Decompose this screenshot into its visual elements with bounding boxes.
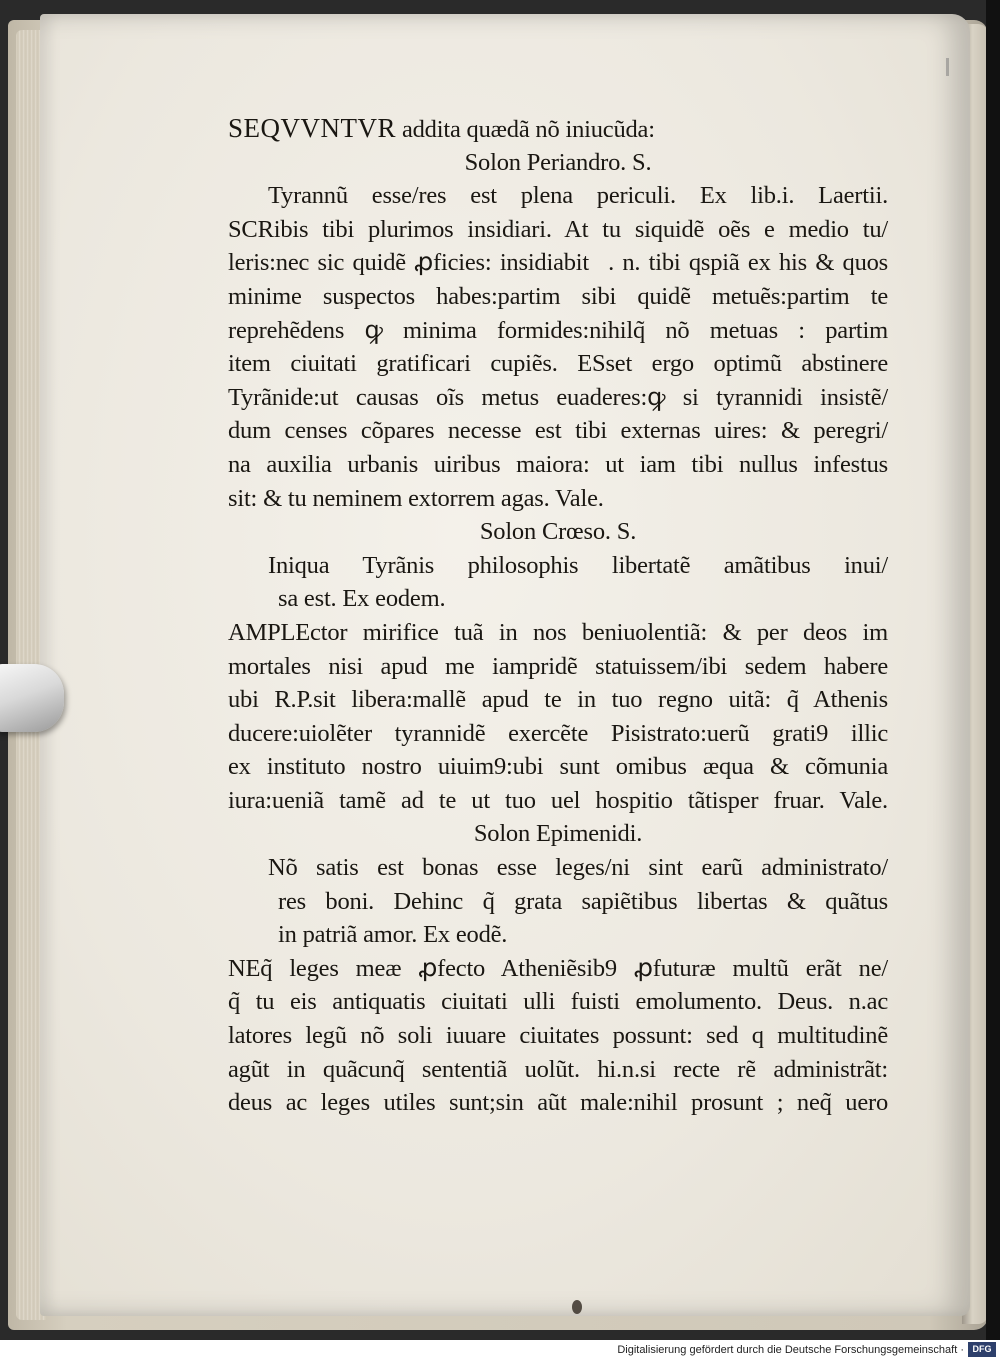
letter-body-1-line-4: reprehẽdens ꝙ minima formides:nihilq̃ nõ metuas : partim [228, 316, 888, 344]
letter-body-3-line-1: NEq̃ leges meæ ꝓfecto Atheniẽsib9 ꝓfuturæ multũ erãt ne/ [228, 954, 888, 982]
glass-page-weight [0, 664, 64, 732]
letter-body-2-line-1: AMPLEctor mirifice tuã in nos beniuolentiã: & per deos im [228, 618, 888, 646]
letter-body-1-line-7: dum censes cõpares necesse est tibi externas uires: & peregri/ [228, 417, 888, 445]
letter-argument-3-line-1: Nõ satis est bonas esse leges/ni sint earũ administrato/ [268, 854, 888, 882]
letter-body-1-line-9: sit: & tu neminem extorrem agas. Vale. [228, 484, 604, 512]
page-mark [946, 58, 949, 76]
letter-argument-3-line-2: res boni. Dehinc q̃ grata sapiẽtibus libertas & quãtus [278, 887, 888, 915]
main-heading [228, 112, 888, 146]
letter-body-3-line-5: deus ac leges utiles sunt;sin aũt male:nihil prosunt ; neq̃ uero [228, 1089, 888, 1117]
letter-body-1-line-2: leris:nec sic quidẽ ꝓficies: insidiabit᷑. n. tibi qspiã ex his & quos [228, 249, 888, 277]
heading-rest: addita quædã nõ iniucũda: [401, 116, 655, 143]
letter-body-3-line-2: q̃ tu eis antiquatis ciuitati ulli fuisti emolumento. Deus. n.ac [228, 988, 888, 1016]
heading-caps: SEQVVNTVR [228, 113, 397, 143]
letter-body-2-line-2: mortales nisi apud me iampridẽ statuissem/ibi sedem habere [228, 652, 888, 680]
dfg-logo: DFG [968, 1342, 996, 1357]
letter-argument-1-line-1: Tyrannũ esse/res est plena periculi. Ex lib.i. Laertii. [268, 182, 888, 210]
letter-title-1: Solon Periandro. S. [464, 148, 652, 176]
letter-body-1-line-5: item ciuitati gratificari cupiẽs. ESset ergo optimũ abstinere [228, 350, 888, 378]
letter-title-2: Solon Crœso. S. [479, 518, 637, 546]
scan-border [986, 0, 1000, 1340]
letter-body-2-line-6: iura:ueniã tamẽ ad te ut tuo uel hospitio tãtisper fruar. Vale. [228, 786, 888, 814]
letter-body-1-line-3: minime suspectos habes:partim sibi quidẽ metuẽs:partim te [228, 282, 888, 310]
letter-body-1-line-6: Tyrãnide:ut causas oĩs metus euaderes:ꝙ si tyrannidi insistẽ/ [228, 383, 888, 411]
letter-body-1-line-1: SCRibis tibi plurimos insidiari. At tu siquidẽ oẽs e medio tu/ [228, 215, 888, 243]
signature-mark [572, 1300, 582, 1314]
letter-argument-2-line-1: Iniqua Tyrãnis philosophis libertatẽ amãtibus inui/ [268, 551, 888, 579]
letter-body-3-line-4: agũt in quãcunq̃ sententiã uolũt. hi.n.si recte rẽ administrãt: [228, 1055, 888, 1083]
letter-body-1-line-8: na auxilia urbanis uiribus maiora: ut iam tibi nullus infestus [228, 450, 888, 478]
letter-body-2-line-5: ex instituto nostro uiuim9:ubi sunt omibus æqua & cõmunia [228, 753, 888, 781]
letter-body-2-line-3: ubi R.P.sit libera:mallẽ apud te in tuo regno uitã: q̃ Athenis [228, 686, 888, 714]
letter-argument-3-line-3: in patriã amor. Ex eodẽ. [278, 921, 508, 949]
digitization-footer [0, 1340, 1000, 1360]
letter-body-3-line-3: latores legũ nõ soli iuuare ciuitates possunt: sed q multitudinẽ [228, 1022, 888, 1050]
page-text [228, 112, 888, 1120]
letter-argument-2-line-2: sa est. Ex eodem. [278, 585, 446, 613]
footer-credit: Digitalisierung gefördert durch die Deutsche Forschungsgemeinschaft · [617, 1344, 964, 1356]
letter-body-2-line-4: ducere:uiolẽter tyrannidẽ exercẽte Pisistrato:uerũ grati9 illic [228, 719, 888, 747]
letter-title-3: Solon Epimenidi. [473, 820, 643, 848]
